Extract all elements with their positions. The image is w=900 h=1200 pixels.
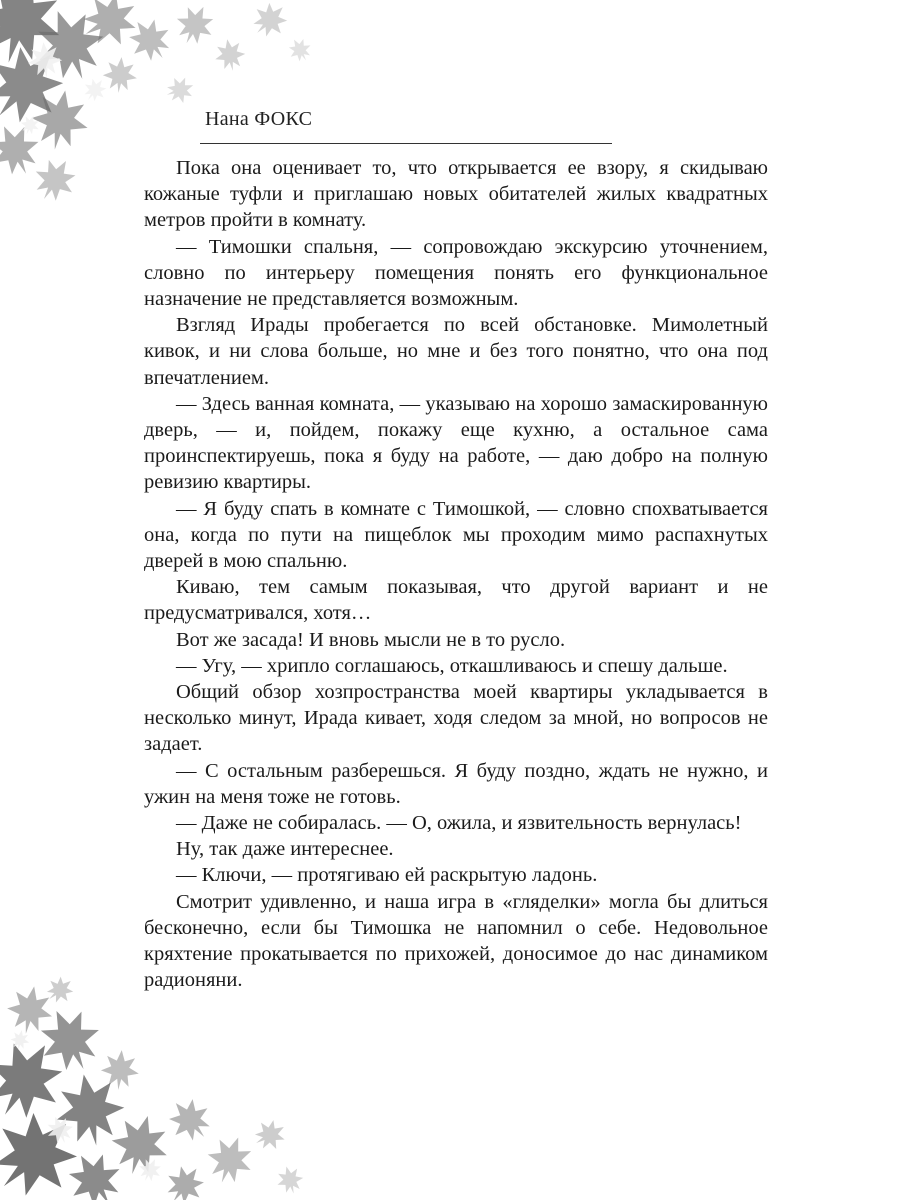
paragraph: Ну, так даже интереснее. [176,838,394,861]
paragraph: — Тимошки спальня, — сопровождаю экскурсию уточнением, словно по интерьеру помещения понять его функциональное назначение не представляется возможным. [144,235,768,311]
paragraph: — Здесь ванная комната, — указываю на хорошо замаскированную дверь, — и, пойдем, покажу еще кухню, а остальное сама проинспектируешь, пока я буду на работе, — даю добро на полную ревизию квартиры. [144,392,768,494]
paragraph: — Я буду спать в комнате с Тимошкой, — словно спохватывается она, когда по пути на пищеблок мы проходим мимо распахнутых дверей в мою спальню. [144,497,768,573]
paragraph: Смотрит удивленно, и наша игра в «гляделки» могла бы длиться бесконечно, если бы Тимошка не напомнил о себе. Недовольное кряхтение прокатывается по прихожей, доносимое до нас динамиком радионяни. [144,890,768,992]
paragraph: Вот же засада! И вновь мысли не в то русло. [176,628,566,651]
paragraph: — Ключи, — протягиваю ей раскрытую ладонь. [176,864,598,887]
paragraph: Общий обзор хозпространства моей квартиры укладывается в несколько минут, Ирада кивает, ходя следом за мной, но вопросов не задает. [144,681,768,756]
header-rule [200,143,612,144]
paragraph: Взгляд Ирады пробегается по всей обстановке. Мимолетный кивок, и ни слова больше, но мне и без того понятно, что она под впечатлением. [144,314,768,389]
running-header-author: Нана ФОКС [205,108,313,130]
paragraph: — С остальным разберешься. Я буду поздно, ждать не нужно, и ужин на меня тоже не готовь. [144,759,768,808]
paragraph: — Угу, — хрипло соглашаюсь, откашливаюсь и спешу дальше. [176,654,728,677]
maple-leaves-decoration-bottom [0,970,320,1200]
paragraph: Киваю, тем самым показывая, что другой вариант и не предусматривался, хотя… [144,576,768,625]
body-text [144,155,768,994]
paragraph: — Даже не собиралась. — О, ожила, и язвительность вернулась! [176,812,742,835]
paragraph: Пока она оценивает то, что открывается ее взору, я скидываю кожаные туфли и приглашаю новых обитателей жилых квадратных метров пройти в комнату. [144,157,768,232]
